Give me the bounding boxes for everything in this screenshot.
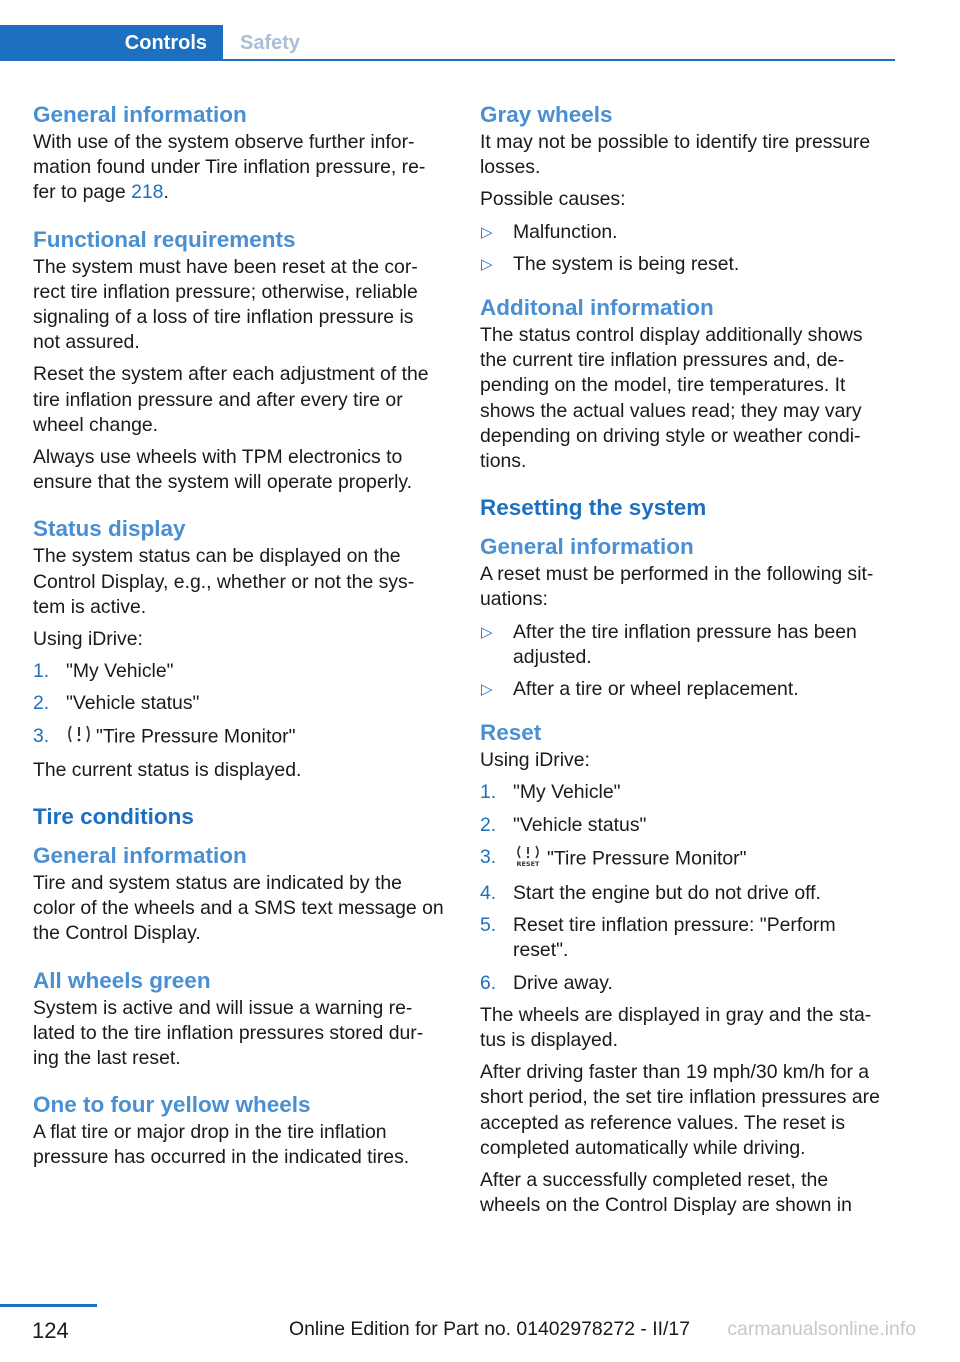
- triangle-bullet-icon: ▷: [481, 223, 493, 241]
- heading-functional-requirements: Functional requirements: [33, 226, 296, 252]
- paragraph-general: With use of the system observe further infor-mation found under Tire inflation pressure, re-fer to page 218.: [33, 131, 426, 204]
- reset-steps-list: [480, 780, 892, 995]
- triangle-bullet-icon: ▷: [481, 623, 493, 641]
- status-steps-list: [33, 659, 445, 751]
- list-item: 4. Start the engine but do not drive off.: [480, 882, 821, 905]
- page-link[interactable]: 218: [131, 181, 164, 204]
- page-number: 124: [32, 1318, 69, 1343]
- paragraph-yellow: A flat tire or major drop in the tire inflation pressure has occurred in the indicated tires.: [33, 1121, 410, 1169]
- footer-rule: [0, 1304, 97, 1307]
- paragraph-status: The system status can be displayed on the Control Display, e.g., whether or not the sys-tem is active.: [33, 545, 415, 618]
- heading-all-wheels-green: All wheels green: [33, 967, 211, 993]
- heading-resetting-system: Resetting the system: [480, 495, 707, 521]
- paragraph-using-idrive-2: Using iDrive:: [480, 749, 590, 772]
- paragraph-gray: It may not be possible to identify tire pressure losses.: [480, 131, 871, 179]
- paragraph-functional-2: Reset the system after each adjustment of the tire inflation pressure and after every tire or wheel change.: [33, 363, 429, 436]
- list-item: ▷ Malfunction.: [480, 220, 892, 245]
- paragraph-additional: The status control display additionally shows the current tire inflation pressures and, de-pending on the model, tire temperatures. It shows the actual values read; they may vary depending on driving style or weather condi-tions.: [480, 324, 863, 473]
- paragraph-after-reset: After a successfully completed reset, the wheels on the Control Display are shown in: [480, 1169, 852, 1217]
- paragraph-causes: Possible causes:: [480, 188, 626, 211]
- list-item: 5. Reset tire inflation pressure: "Perform reset".: [480, 914, 836, 962]
- heading-gray-wheels: Gray wheels: [480, 102, 613, 127]
- heading-additional-information: Additonal information: [480, 295, 714, 321]
- paragraph-conditions: Tire and system status are indicated by the color of the wheels and a SMS text message on the Control Display.: [33, 872, 444, 945]
- edition-note: Online Edition for Part no. 01402978272 - II/17: [288, 1318, 690, 1340]
- heading-general-information-2: General information: [33, 843, 247, 869]
- paragraph-functional-1: The system must have been reset at the cor-rect tire inflation pressure; otherwise, reliable signaling of a loss of tire inflation pressure is not assured.: [33, 255, 418, 354]
- list-item: 2. "Vehicle status": [33, 692, 200, 715]
- tab-controls[interactable]: Controls: [0, 25, 223, 61]
- paragraph-functional-3: Always use wheels with TPM electronics to ensure that the system will operate properly.: [33, 446, 413, 494]
- paragraph-using-idrive: Using iDrive:: [33, 628, 143, 651]
- paragraph-green: System is active and will issue a warning re-lated to the tire inflation pressures stored dur-ing the last reset.: [33, 996, 424, 1070]
- list-item: 1. "My Vehicle": [480, 781, 621, 804]
- tire-pressure-reset-icon: [513, 845, 543, 874]
- list-item: 3. RESET "Tire Pressure Monitor": [480, 845, 892, 874]
- paragraph-current-status: The current status is displayed.: [33, 758, 302, 781]
- situations-list: [480, 620, 892, 703]
- section-tabs: [0, 25, 895, 61]
- heading-tire-conditions: Tire conditions: [33, 804, 194, 830]
- tab-safety[interactable]: Safety: [240, 32, 301, 54]
- list-item: ▷ The system is being reset.: [480, 252, 892, 277]
- paragraph-after-driving: After driving faster than 19 mph/30 km/h for a short period, the set tire inflation pressures are accepted as reference values. The reset is completed automatically while driving.: [480, 1061, 880, 1159]
- heading-yellow-wheels: One to four yellow wheels: [33, 1092, 311, 1118]
- reset-icon-label: RESET: [516, 859, 540, 867]
- causes-list: [480, 220, 892, 277]
- list-item: 3. "Tire Pressure Monitor": [33, 724, 445, 751]
- list-item: 2. "Vehicle status": [480, 813, 647, 836]
- heading-general-information-3: General information: [480, 534, 694, 560]
- site-watermark: carmanualsonline.info: [727, 1318, 916, 1340]
- list-item: 1. "My Vehicle": [33, 660, 174, 683]
- list-item: ▷ After the tire inflation pressure has been adjusted.: [481, 620, 857, 668]
- triangle-bullet-icon: ▷: [481, 681, 493, 699]
- heading-status-display: Status display: [33, 516, 186, 542]
- triangle-bullet-icon: ▷: [481, 255, 493, 273]
- right-column: [480, 100, 892, 1219]
- heading-general-information: General information: [33, 102, 247, 127]
- paragraph-wheels-gray: The wheels are displayed in gray and the sta-tus is displayed.: [480, 1003, 872, 1052]
- paragraph-reset-intro: A reset must be performed in the following sit-uations:: [480, 563, 874, 611]
- list-item: ▷ After a tire or wheel replacement.: [480, 677, 892, 702]
- tire-pressure-warning-icon: [66, 724, 92, 751]
- list-item: 6. Drive away.: [480, 971, 613, 994]
- heading-reset: Reset: [480, 720, 542, 746]
- left-column: [33, 100, 445, 1171]
- tab-underline: [223, 59, 895, 61]
